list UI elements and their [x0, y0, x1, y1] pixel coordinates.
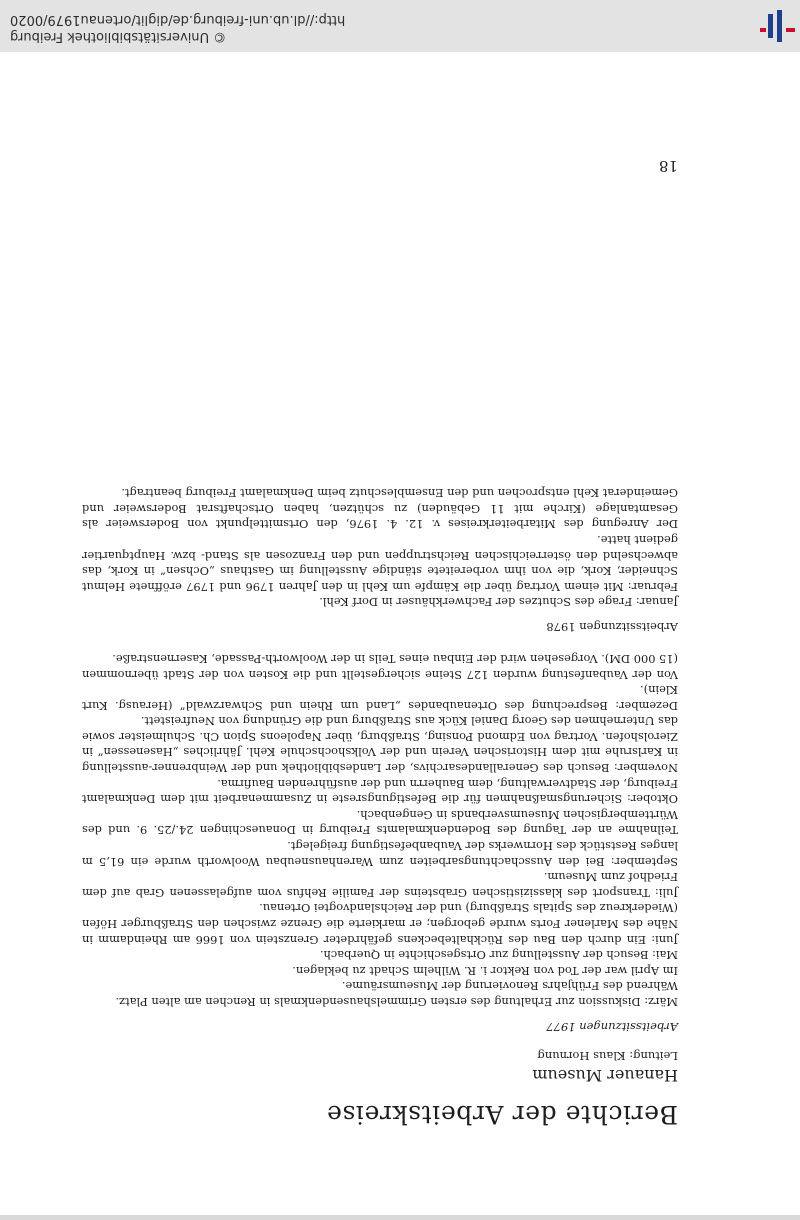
paragraph: Oktober: Sicherungsmaßnahmen für die Befestigungsreste in Zusammenarbeit mit dem Denkmalamt Freiburg, der Stadtverwaltung, dem Bauherrn und der ausführenden Baufirma.: [82, 776, 678, 807]
heading-1978: Arbeitssitzungen 1978: [546, 620, 678, 635]
scanned-page: [0, 52, 800, 1215]
viewer-header: [0, 0, 800, 53]
page-number: 18: [658, 157, 678, 175]
page-content: [82, 485, 678, 1129]
paragraph: Der Anregung des Mitarbeiterkreises v. 12. 4. 1976, den Ortsmittelpunkt von Bodersweier als Gesamtanlage (Kirche mit 11 Gebäuden) zu schützen, haben Ortschaftsrat Bodersweier und Gemeinderat Kehl entsprochen und den Ensembleschutz beim Denkmalamt Freiburg beantragt.: [82, 486, 678, 532]
copyright-text: © Universitätsbibliothek Freiburg: [10, 29, 227, 44]
bottom-strip: [0, 1215, 800, 1220]
paragraph: Von der Vaubanfestung wurden 127 Steine sichergestellt und die Kosten von der Stadt übernommen (15 000 DM). Vorgesehen wird der Einbau eines Teils in der Woolworth-Passade, Kasernenstraße.: [82, 651, 678, 682]
paragraph: März: Diskussion zur Erhaltung des ersten Grimmelshausendenkmals in Renchen am alten Platz.: [115, 995, 678, 1009]
paragraph: September: Bei den Ausschachtungsarbeiten zum Warenhausneubau Woolworth wurde ein 61,5 m langes Reststück des Hornwerks der Vaubanbefestigung freigelegt.: [82, 839, 678, 869]
paragraph: Dezember: Besprechung des Ortenaubandes „Land um Rhein und Schwarzwald“ (Herausg. Kurt Klein).: [82, 683, 678, 713]
page-title: Berichte der Arbeitskreise: [326, 1100, 678, 1129]
header-rotated: [0, 0, 800, 52]
paragraph: November: Besuch des Generallandesarchivs, der Landesbibliothek und der Weinbrenner-ausstellung in Karlsruhe mit dem Historischen Verein und der Volkshochschule Kehl. Jährliches „Hasenessen“ in Zierolshofen. Vortrag von Edmond Ponsing, Straßburg, über Napoleons Spion Ch. Schulmeister sowie das Unternehmen des Georg Daniel Kück aus Straßburg und die Gründung von Neufreistett.: [82, 714, 678, 776]
document-url-link[interactable]: http://dl.ub.uni-freiburg.de/diglit/ortenau1979/0020: [10, 12, 346, 27]
header-text: [10, 11, 430, 45]
paragraph: Juli: Transport des klassizistischen Grabsteins der Familie Rehfus vom aufgelassenen Grab auf dem Friedhof zum Museum.: [82, 870, 678, 900]
heading-1977: Arbeitssitzungen 1977: [546, 1020, 678, 1034]
paragraph: Während des Frühjahrs Renovierung der Museumsräume.: [341, 979, 678, 994]
paragraph: Im April war der Tod von Rektor i. R. Wilhelm Schadt zu beklagen.: [292, 963, 678, 978]
paragraph: Juni: Ein durch den Bau des Rückhaltebeckens gefährdeter Grenzstein von 1666 am Rheindamm in Nähe des Marlener Forts wurde geborgen; er markierte die Grenze zwischen den Straßburger Höfen (Wiederkreuz des Spitals Straßburg) und der Reichslandvogtei Ortenau.: [82, 901, 678, 947]
leitung-line: Leitung: Klaus Hornung: [537, 1049, 678, 1063]
paragraph: Januar: Frage des Schutzes der Fachwerkhäuser in Dorf Kehl.: [319, 595, 678, 610]
page-rotated: [0, 52, 800, 1215]
paragraph: Februar: Mit einem Vortrag über die Kämpfe um Kehl in den Jahren 1796 und 1797 eröffnete Helmut Schneider, Kork, die von ihm vorbereitete ständige Ausstellung im Gasthaus „Ochsen“ in Kork, das abwechselnd den österreichischen Reichstruppen und den Franzosen als Stand- bzw. Hauptquartier gedient hatte.: [82, 532, 678, 594]
paragraph: Mai: Besuch der Ausstellung zur Ortsgeschichte in Querbach.: [319, 948, 678, 963]
ub-freiburg-logo-icon: [758, 6, 798, 46]
paragraph: Teilnahme an der Tagung des Bodendenkmalamts Freiburg in Donaueschingen 24./25. 9. und des Württembergischen Museumsverbands in Gengenbach.: [82, 807, 678, 838]
section-subtitle: Hanauer Museum: [532, 1066, 678, 1085]
